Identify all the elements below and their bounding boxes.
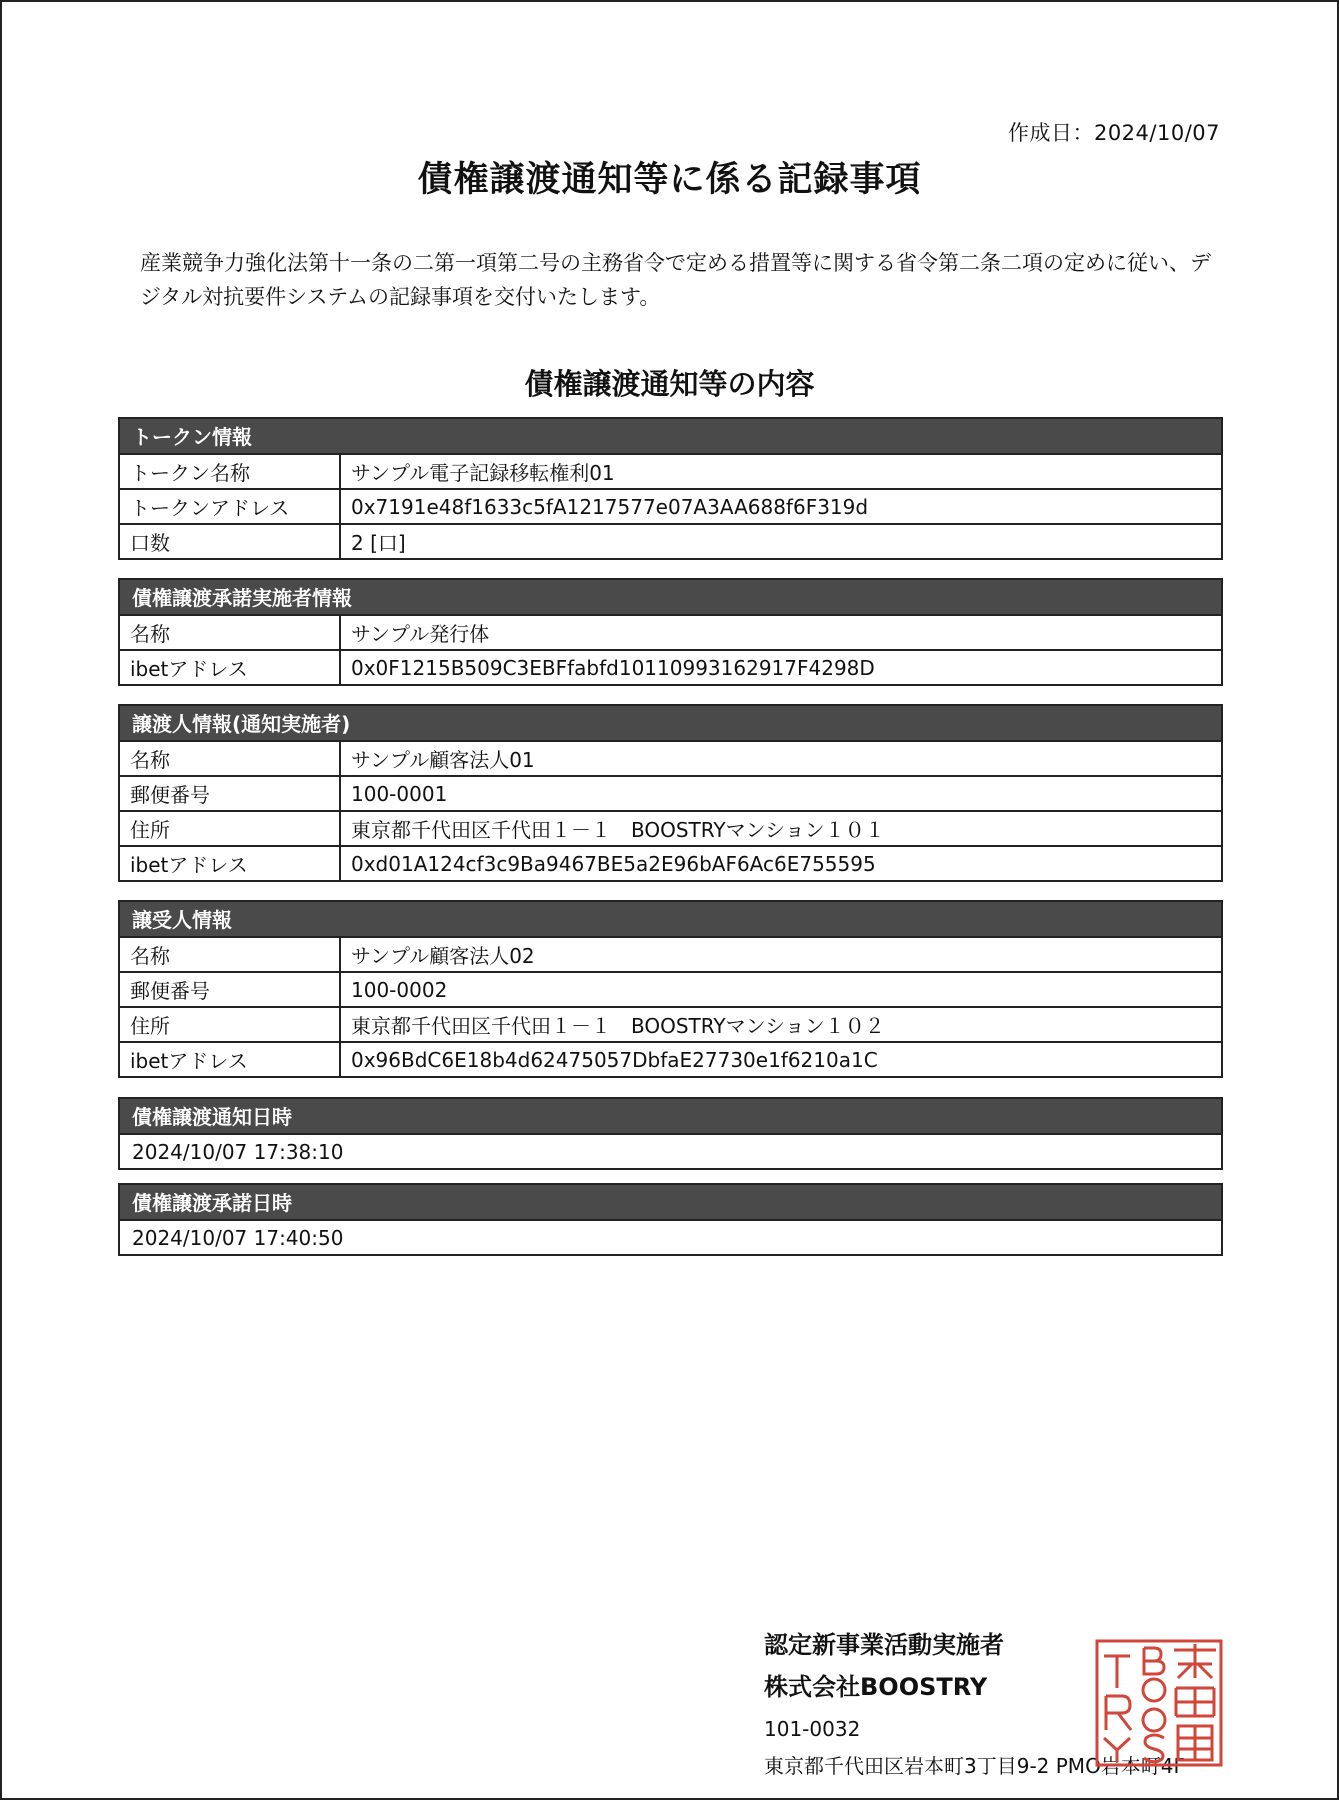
row-value: サンプル顧客法人02 <box>340 937 1222 972</box>
row-label: ibetアドレス <box>119 650 340 685</box>
row-label: トークン名称 <box>119 454 340 489</box>
section-header: 債権譲渡承諾日時 <box>118 1183 1223 1219</box>
section-header: 債権譲渡承諾実施者情報 <box>118 578 1223 614</box>
row-value: 東京都千代田区千代田１－１ BOOSTRYマンション１０１ <box>340 811 1222 846</box>
table-row <box>119 524 1222 559</box>
seal-glyph <box>1104 1656 1130 1688</box>
row-label: ibetアドレス <box>119 1042 340 1077</box>
consent-executor-table <box>118 614 1223 686</box>
intro-paragraph: 産業競争力強化法第十一条の二第一項第二号の主務省令で定める措置等に関する省令第二条二項の定めに従い、デジタル対抗要件システムの記録事項を交付いたします。 <box>140 251 1211 309</box>
issuer-address: 東京都千代田区岩本町3丁目9-2 PMO岩本町4F <box>764 1754 1186 1778</box>
row-value: サンプル顧客法人01 <box>340 741 1222 776</box>
created-date: 作成日：2024/10/07 <box>1007 121 1220 145</box>
seal-glyph <box>1106 1696 1131 1730</box>
row-label: 郵便番号 <box>119 972 340 1007</box>
row-value: サンプル電子記録移転権利01 <box>340 454 1222 489</box>
table-row <box>119 776 1222 811</box>
notice-datetime-value: 2024/10/07 17:38:10 <box>118 1133 1223 1170</box>
section-header: 債権譲渡通知日時 <box>118 1097 1223 1133</box>
transferor-section <box>118 704 1223 882</box>
consent-datetime-section <box>118 1183 1223 1256</box>
seal-glyph <box>1104 1738 1130 1762</box>
row-value: 0x0F1215B509C3EBFfabfd10110993162917F4298D <box>340 650 1222 685</box>
row-label: ibetアドレス <box>119 846 340 881</box>
seal-glyph <box>1144 1648 1164 1674</box>
issuer-postal: 101-0032 <box>764 1717 861 1741</box>
token-info-section <box>118 417 1223 560</box>
row-label: 名称 <box>119 615 340 650</box>
section-header: トークン情報 <box>118 417 1223 453</box>
table-row <box>119 489 1222 524</box>
company-seal-icon <box>1094 1638 1224 1768</box>
table-row <box>119 1007 1222 1042</box>
token-info-table <box>118 453 1223 560</box>
row-label: 住所 <box>119 1007 340 1042</box>
issuer-role: 認定新事業活動実施者 <box>764 1631 1004 1659</box>
row-value: 100-0002 <box>340 972 1222 1007</box>
transferee-table <box>118 936 1223 1078</box>
row-value: サンプル発行体 <box>340 615 1222 650</box>
notice-datetime-section <box>118 1097 1223 1170</box>
row-label: 名称 <box>119 741 340 776</box>
issuer-company: 株式会社BOOSTRY <box>764 1673 988 1701</box>
row-value: 0xd01A124cf3c9Ba9467BE5a2E96bAF6Ac6E755595 <box>340 846 1222 881</box>
transferee-section <box>118 900 1223 1078</box>
table-row <box>119 454 1222 489</box>
row-label: トークンアドレス <box>119 489 340 524</box>
seal-glyph <box>1176 1688 1214 1716</box>
seal-glyph <box>1143 1709 1165 1731</box>
table-row <box>119 650 1222 685</box>
table-row <box>119 972 1222 1007</box>
table-row <box>119 741 1222 776</box>
table-row <box>119 811 1222 846</box>
seal-glyph <box>1178 1726 1212 1760</box>
consent-executor-section <box>118 578 1223 686</box>
row-value: 0x7191e48f1633c5fA1217577e07A3AA688f6F319d <box>340 489 1222 524</box>
row-value: 100-0001 <box>340 776 1222 811</box>
row-value: 0x96BdC6E18b4d62475057DbfaE27730e1f6210a1C <box>340 1042 1222 1077</box>
table-row <box>119 1042 1222 1077</box>
row-label: 口数 <box>119 524 340 559</box>
section-header: 譲受人情報 <box>118 900 1223 936</box>
consent-datetime-value: 2024/10/07 17:40:50 <box>118 1219 1223 1256</box>
row-value: 東京都千代田区千代田１－１ BOOSTRYマンション１０２ <box>340 1007 1222 1042</box>
seal-glyph <box>1143 1679 1165 1701</box>
seal-glyph <box>1174 1644 1216 1678</box>
row-value: 2 [口] <box>340 524 1222 559</box>
transferor-table <box>118 740 1223 882</box>
row-label: 郵便番号 <box>119 776 340 811</box>
table-row <box>119 937 1222 972</box>
table-row <box>119 846 1222 881</box>
document-title: 債権譲渡通知等に係る記録事項 <box>417 160 922 200</box>
seal-glyph <box>1144 1735 1164 1762</box>
row-label: 住所 <box>119 811 340 846</box>
content-subtitle: 債権譲渡通知等の内容 <box>524 367 815 401</box>
row-label: 名称 <box>119 937 340 972</box>
table-row <box>119 615 1222 650</box>
section-header: 譲渡人情報(通知実施者) <box>118 704 1223 740</box>
